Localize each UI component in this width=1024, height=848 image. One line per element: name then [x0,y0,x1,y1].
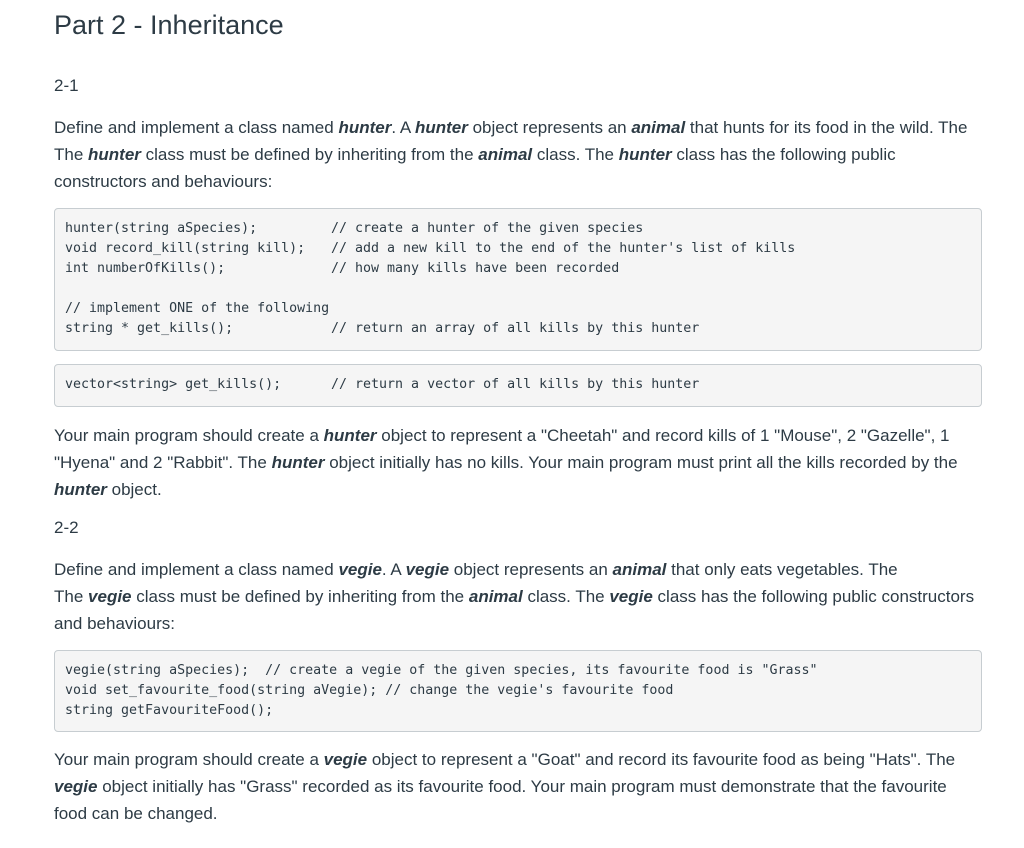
code-line: // implement ONE of the following [65,301,330,316]
hunter-main-paragraph: Your main program should create a hunter object to represent a "Cheetah" and record kills of 1 "Mouse", 2 "Gazelle", 1 "Hyena" and 2 "Rabbit". The hunter object initially has no kills. Your main program must print all the kills recorded by the hunter object. [54,426,958,499]
vegie-main-paragraph: Your main program should create a vegie object to represent a "Goat" and record its favourite food as being "Hats". The vegie object initially has "Grass" recorded as its favourite food. Your main program must demonstrate that the favourite food can be changed. [54,750,956,823]
hunter-code-block [54,208,982,351]
page-title: Part 2 - Inheritance [54,10,284,40]
hunter-intro-paragraph: Define and implement a class named hunter. A hunter object represents an animal that hunts for its food in the wild. The The hunter class must be defined by inheriting from the animal class. The hunter class has the following public constructors and behaviours: [54,118,968,191]
code-line: string getFavouriteFood(); [65,703,274,718]
code-line: void set_favourite_food(string aVegie); // change the vegie's favourite food [65,683,674,698]
class-name-vegie: vegie [338,560,382,579]
section-label-2-1: 2-1 [54,76,79,95]
vegie-code-block [54,650,982,732]
code-line: vegie(string aSpecies); // create a vegie of the given species, its favourite food is "Grass" [65,663,818,678]
vegie-intro-paragraph: Define and implement a class named vegie. A vegie object represents an animal that only eats vegetables. The The vegie class must be defined by inheriting from the animal class. The vegie class has the following public constructors and behaviours: [54,560,975,633]
section-label-2-2: 2-2 [54,518,79,537]
code-line: vector<string> get_kills(); // return a vector of all kills by this hunter [65,377,700,392]
code-line: int numberOfKills(); // how many kills have been recorded [65,261,620,276]
code-line: hunter(string aSpecies); // create a hunter of the given species [65,221,644,236]
hunter-vector-code-block [54,364,982,407]
code-line: void record_kill(string kill); // add a new kill to the end of the hunter's list of kills [65,241,796,256]
class-name-hunter: hunter [338,118,392,137]
code-line: string * get_kills(); // return an array of all kills by this hunter [65,321,700,336]
